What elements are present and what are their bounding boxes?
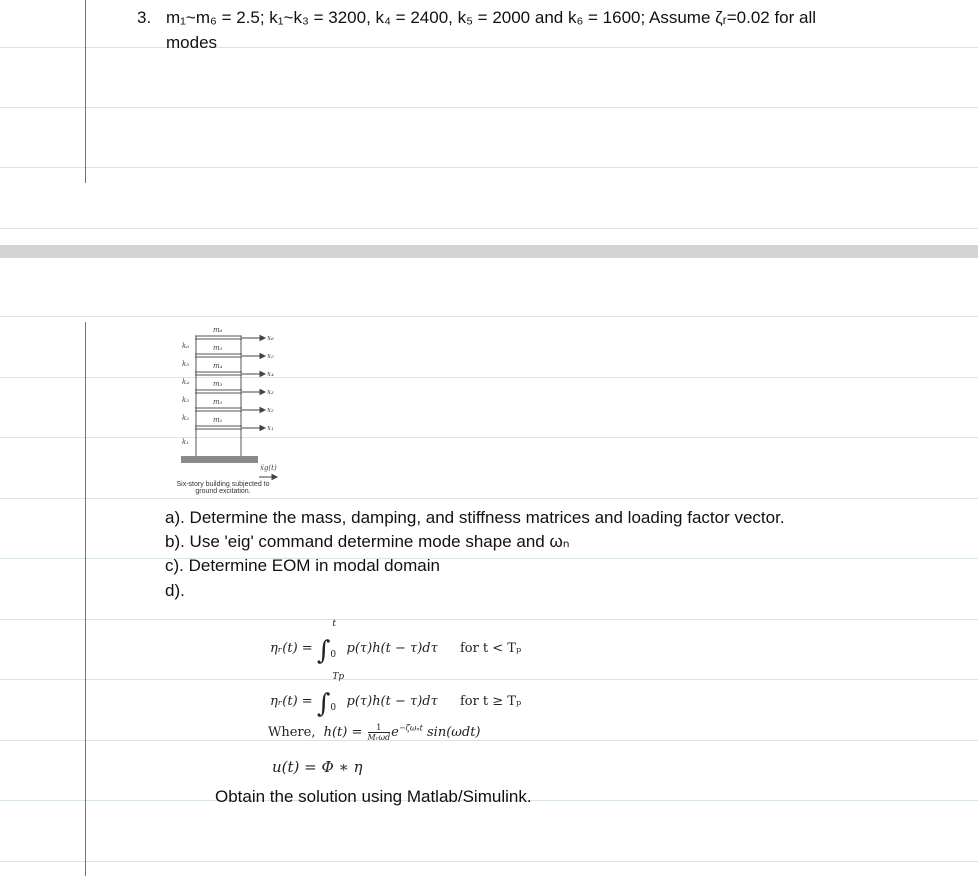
equation-modal-superposition	[272, 758, 363, 776]
ruled-line	[0, 437, 978, 438]
mass-label-m5: m₅	[213, 344, 223, 352]
ruled-line	[0, 228, 978, 229]
disp-label-x6: x₆	[267, 334, 274, 342]
task-d: d).	[165, 581, 185, 600]
integral-sign: ∫	[316, 689, 331, 719]
integral-sign: ∫	[316, 636, 331, 666]
ruled-line	[0, 167, 978, 168]
ruled-line	[0, 377, 978, 378]
page-separator	[0, 245, 978, 258]
disp-label-x4: x₄	[267, 370, 274, 378]
h-exp-base: e	[391, 725, 399, 740]
task-b: b). Use 'eig' command determine mode shape and ωₙ	[165, 532, 570, 551]
eq2-lhs: ηᵣ(t) =	[270, 694, 313, 709]
spring-label-k1: k₁	[182, 438, 190, 446]
h-sine: sin(ωdt)	[427, 725, 481, 740]
eq2-integrand: p(τ)h(t − τ)dτ	[346, 694, 438, 709]
u-equation: u(t) = Φ ∗ η	[272, 758, 363, 776]
disp-label-x2: x₂	[267, 406, 274, 414]
figure-caption-line2: ground excitation.	[195, 488, 251, 495]
task-c: c). Determine EOM in modal domain	[165, 556, 440, 575]
eq1-upper-limit: t	[332, 619, 337, 629]
eq1-integrand: p(τ)h(t − τ)dτ	[346, 641, 438, 656]
problem-statement-line2: modes	[166, 33, 218, 52]
page-top	[0, 0, 978, 245]
mass-label-m1: m₁	[213, 416, 223, 424]
equation-eta-after-tp	[270, 672, 522, 719]
figure-caption-line1: Six-story building subjected to	[176, 481, 270, 488]
ruled-line	[0, 558, 978, 559]
h-denominator: Mᵣωd	[367, 733, 391, 742]
ruled-line	[0, 740, 978, 741]
eq1-condition: for t < Tₚ	[459, 641, 522, 656]
ruled-line	[0, 861, 978, 862]
equation-eta-before-tp	[270, 619, 522, 666]
disp-label-x3: x₃	[267, 388, 274, 396]
eq2-condition: for t ≥ Tₚ	[459, 694, 522, 709]
mass-label-m6: m₆	[213, 326, 223, 334]
eq2-upper-limit: Tp	[332, 672, 345, 682]
problem-number: 3.	[137, 8, 152, 27]
ground-slab	[181, 456, 258, 463]
spring-label-k4: k₄	[182, 378, 190, 386]
disp-label-x5: x₅	[267, 352, 274, 360]
ruled-line	[0, 107, 978, 108]
ruled-line	[0, 498, 978, 499]
where-label: Where,	[268, 725, 316, 740]
ruled-line	[0, 679, 978, 680]
h-fraction	[368, 723, 391, 742]
page-bottom	[0, 258, 978, 876]
mass-label-m3: m₃	[213, 380, 223, 388]
h-numerator: 1	[368, 723, 391, 733]
disp-label-x1: x₁	[267, 424, 274, 432]
margin-line	[85, 322, 86, 876]
ruled-line	[0, 619, 978, 620]
h-exponent: −ζωₙt	[398, 723, 423, 733]
building-figure	[165, 322, 305, 502]
task-a: a). Determine the mass, damping, and stiffness matrices and loading factor vector.	[165, 508, 785, 527]
mass-label-m4: m₄	[213, 362, 223, 370]
eq1-lower-limit: 0	[330, 650, 337, 660]
ground-accel-label: ẍg(t)	[260, 464, 277, 472]
margin-line	[85, 0, 86, 183]
closing-instruction: Obtain the solution using Matlab/Simulink.	[215, 787, 532, 806]
spring-label-k5: k₅	[182, 360, 190, 368]
eq1-lhs: ηᵣ(t) =	[270, 641, 313, 656]
h-lhs: h(t) =	[323, 725, 363, 740]
equation-impulse-response	[268, 723, 481, 742]
spring-label-k3: k₃	[182, 396, 190, 404]
ruled-line	[0, 47, 978, 48]
spring-label-k2: k₂	[182, 414, 190, 422]
ruled-line	[0, 316, 978, 317]
spring-label-k6: k₆	[182, 342, 190, 350]
problem-statement-line1: m₁~m₆ = 2.5; k₁~k₃ = 3200, k₄ = 2400, k₅ = 2000 and k₆ = 1600; Assume ζᵣ=0.02 for all	[166, 8, 817, 27]
mass-label-m2: m₂	[213, 398, 223, 406]
eq2-lower-limit: 0	[330, 703, 337, 713]
